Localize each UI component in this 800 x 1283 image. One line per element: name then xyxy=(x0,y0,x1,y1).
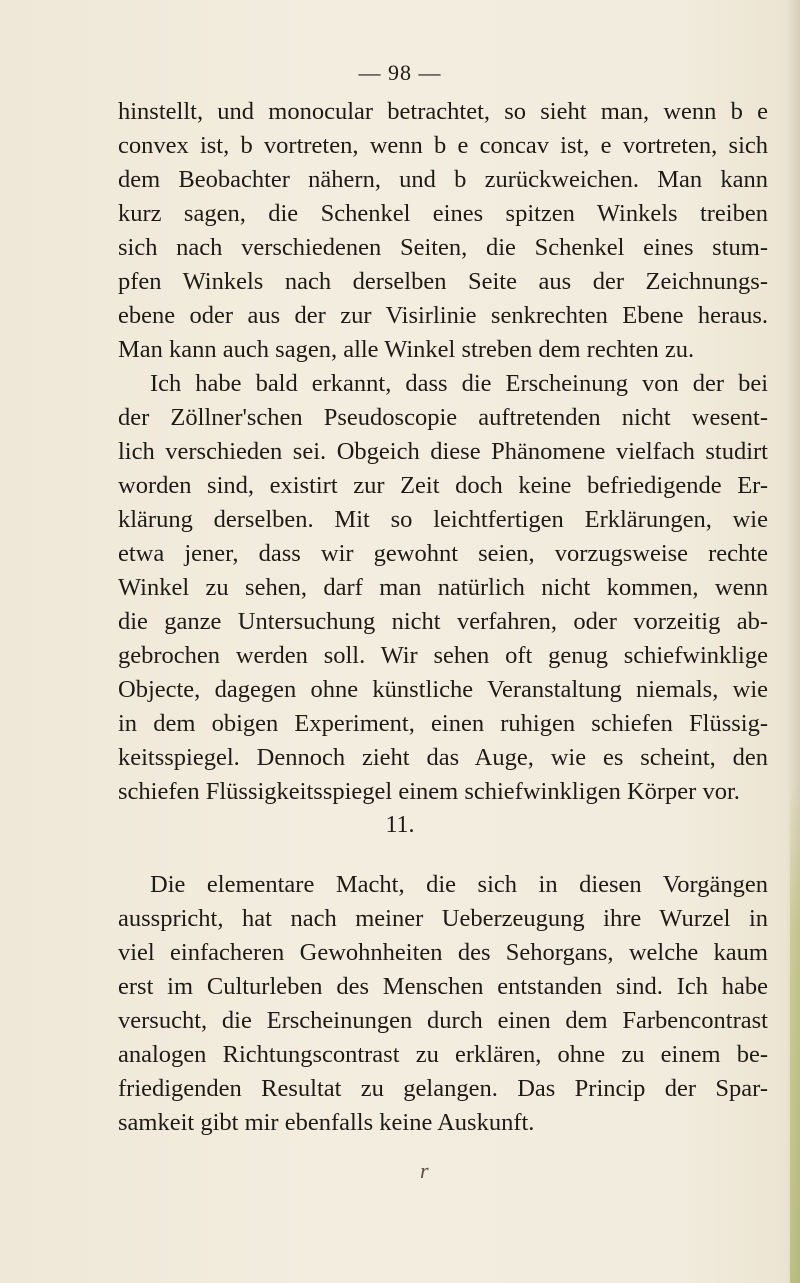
text-line: convex ist, b vortreten, wenn b e concav ist, e vortreten, sich xyxy=(118,132,768,159)
text-block-1 xyxy=(118,95,768,809)
text-line: keitsspiegel. Dennoch zieht das Auge, wie es scheint, den xyxy=(118,744,768,771)
text-line: sich nach verschiedenen Seiten, die Schenkel eines stum- xyxy=(118,234,768,261)
text-line: hinstellt, und monocular betrachtet, so sieht man, wenn b e xyxy=(118,98,768,125)
stray-ink-mark: r xyxy=(420,1158,429,1183)
text-line: versucht, die Erscheinungen durch einen dem Farbencontrast xyxy=(118,1007,768,1034)
text-line: worden sind, existirt zur Zeit doch keine befriedigende Er- xyxy=(118,472,768,499)
text-line: Die elementare Macht, die sich in diesen Vorgängen xyxy=(150,871,768,898)
text-line: klärung derselben. Mit so leichtfertigen Erklärungen, wie xyxy=(118,506,768,533)
text-line: Winkel zu sehen, darf man natürlich nicht kommen, wenn xyxy=(118,574,768,601)
text-line: kurz sagen, die Schenkel eines spitzen Winkels treiben xyxy=(118,200,768,227)
page-number: — 98 — xyxy=(358,60,442,85)
text-line: Man kann auch sagen, alle Winkel streben dem rechten zu. xyxy=(118,336,695,363)
text-line: Ich habe bald erkannt, dass die Erscheinung von der bei xyxy=(150,370,768,397)
text-line: ebene oder aus der zur Visirlinie senkrechten Ebene heraus. xyxy=(118,302,768,329)
text-block-2 xyxy=(118,868,768,1140)
text-line: dem Beobachter nähern, und b zurückweichen. Man kann xyxy=(118,166,768,193)
text-line: die ganze Untersuchung nicht verfahren, oder vorzeitig ab- xyxy=(118,608,768,635)
text-line: samkeit gibt mir ebenfalls keine Auskunft. xyxy=(118,1109,535,1136)
text-line: erst im Culturleben des Menschen entstanden sind. Ich habe xyxy=(118,973,768,1000)
page-edge-stain xyxy=(790,780,800,1283)
text-line: pfen Winkels nach derselben Seite aus der Zeichnungs- xyxy=(118,268,768,295)
text-line: friedigenden Resultat zu gelangen. Das Princip der Spar- xyxy=(118,1075,768,1102)
text-line: analogen Richtungscontrast zu erklären, ohne zu einem be- xyxy=(118,1041,768,1068)
text-line: in dem obigen Experiment, einen ruhigen schiefen Flüssig- xyxy=(118,710,768,737)
text-line: etwa jener, dass wir gewohnt seien, vorzugsweise rechte xyxy=(118,540,768,567)
text-line: der Zöllner'schen Pseudoscopie auftretenden nicht wesent- xyxy=(118,404,768,431)
text-line: lich verschieden sei. Obgeich diese Phänomene vielfach studirt xyxy=(118,438,768,465)
text-line: viel einfacheren Gewohnheiten des Sehorgans, welche kaum xyxy=(118,939,768,966)
text-line: ausspricht, hat nach meiner Ueberzeugung ihre Wurzel in xyxy=(118,905,768,932)
text-line: Objecte, dagegen ohne künstliche Veranstaltung niemals, wie xyxy=(118,676,768,703)
section-heading: 11. xyxy=(385,812,415,838)
text-line: schiefen Flüssigkeitsspiegel einem schiefwinkligen Körper vor. xyxy=(118,778,740,805)
text-line: gebrochen werden soll. Wir sehen oft genug schiefwinklige xyxy=(118,642,768,669)
